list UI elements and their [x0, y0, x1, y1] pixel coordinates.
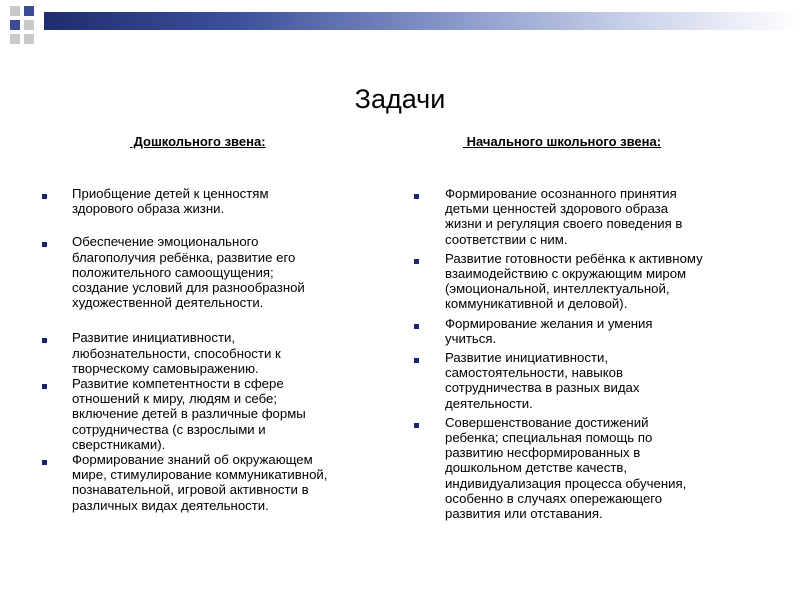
bullet-icon	[414, 358, 419, 363]
bullet-icon	[414, 259, 419, 264]
header-decoration	[0, 0, 800, 60]
bullet-icon	[42, 338, 47, 343]
deco-square	[24, 34, 34, 44]
list-item-text: Формирование осознанного принятия детьми ценностей здорового образа жизни и регуляция своего поведения в соответствии с ним.	[445, 186, 683, 247]
list-item	[445, 350, 785, 411]
list-item-text: Развитие инициативности, самостоятельности, навыков сотрудничества в разных видах деятельности.	[445, 350, 640, 411]
left-task-list	[72, 186, 392, 513]
deco-square	[10, 34, 20, 44]
list-item	[445, 251, 785, 312]
slide-title: Задачи	[354, 84, 446, 114]
bullet-icon	[42, 242, 47, 247]
bullet-icon	[42, 384, 47, 389]
list-item	[445, 186, 785, 247]
list-item	[72, 330, 392, 376]
list-item	[445, 316, 785, 346]
deco-square	[10, 20, 20, 30]
list-item-text: Формирование знаний об окружающем мире, стимулирование коммуникативной, познавательной, игровой активности в различных видах деятельности.	[72, 452, 328, 513]
bullet-icon	[414, 324, 419, 329]
bullet-icon	[42, 460, 47, 465]
left-column-heading: Дошкольного звена:	[130, 134, 266, 149]
bullet-icon	[414, 194, 419, 199]
left-column	[72, 186, 392, 513]
list-item	[72, 452, 392, 513]
deco-square	[10, 6, 20, 16]
list-item	[72, 376, 392, 452]
right-task-list	[445, 186, 785, 521]
list-item-text: Формирование желания и умения учиться.	[445, 315, 653, 346]
bullet-icon	[414, 423, 419, 428]
list-item-text: Совершенствование достижений ребенка; специальная помощь по развитию несформированных в дошкольном детстве качеств, индивидуализация процесса обучения, особенно в случаях опережающего развития или отставания.	[445, 414, 687, 522]
list-item-text: Развитие компетентности в сфере отношений к миру, людям и себе; включение детей в различные формы сотрудничества (с взрослыми и сверстниками).	[72, 376, 306, 452]
right-column-heading: Начального школьного звена:	[463, 134, 662, 149]
list-item-text: Развитие инициативности, любознательности, способности к творческому самовыражению.	[72, 330, 281, 376]
list-item	[72, 234, 392, 310]
list-item	[445, 415, 785, 521]
list-item-text: Развитие готовности ребёнка к активному взаимодействию с окружающим миром (эмоциональной, интеллектуальной, коммуникативной и деловой).	[445, 250, 703, 312]
list-item-text: Приобщение детей к ценностям здорового образа жизни.	[72, 186, 269, 217]
bullet-icon	[42, 194, 47, 199]
deco-square	[24, 6, 34, 16]
list-item	[72, 186, 392, 216]
deco-square	[24, 20, 34, 30]
gradient-bar	[44, 12, 800, 30]
right-column	[445, 186, 785, 521]
list-item-text: Обеспечение эмоционального благополучия ребёнка, развитие его положительного самоощущения; создание условий для разнообразной художественной деятельности.	[72, 234, 305, 311]
